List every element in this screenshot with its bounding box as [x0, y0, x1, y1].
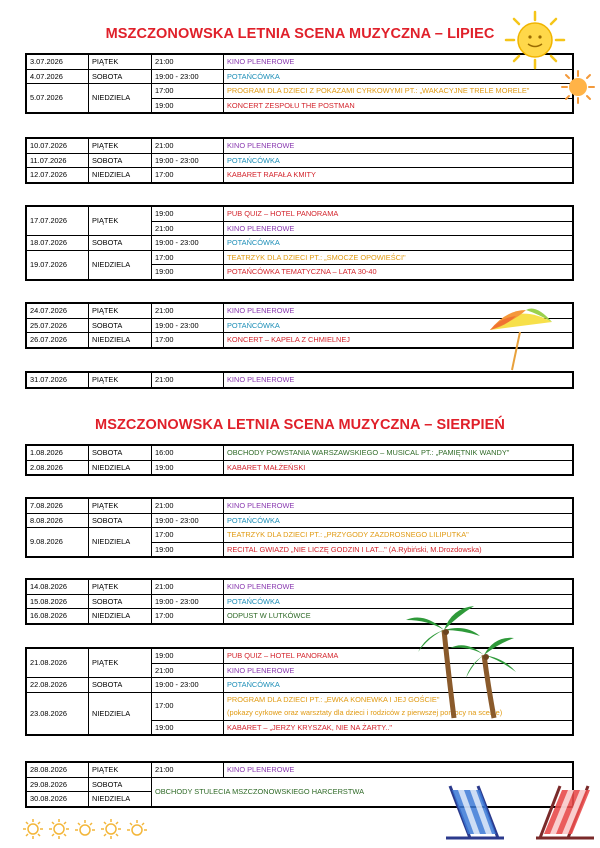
deck-chairs-icon — [440, 776, 600, 848]
time-cell: 21:00 — [152, 138, 224, 153]
small-sun-icon — [560, 70, 596, 104]
event-cell — [224, 221, 574, 236]
event-name: OBCHODY STULECIA MSZCZONOWSKIEGO HARCERSTWA — [155, 786, 365, 796]
event-name: POTAŃCÓWKA TEMATYCZNA – LATA 30-40 — [227, 267, 377, 277]
date-cell: 14.08.2026 — [26, 579, 89, 594]
table-row — [26, 445, 573, 460]
table-row — [26, 206, 573, 221]
table-row — [26, 69, 573, 84]
event-name: ODPUST W LUTKÓWCE — [227, 611, 311, 621]
date-cell: 31.07.2026 — [26, 372, 89, 388]
time-cell: 19:00 — [152, 206, 224, 221]
time-cell: 17:00 — [152, 250, 224, 265]
date-cell: 23.08.2026 — [26, 692, 89, 735]
day-cell: SOBOTA — [89, 594, 152, 609]
schedule-table-august-2 — [25, 497, 574, 558]
event-cell — [224, 498, 574, 513]
event-name: PROGRAM DLA DZIECI Z POKAZAMI CYRKOWYMI PT.: „WAKACYJNE TRELE MORELE" — [227, 86, 530, 96]
event-name: POTAŃCÓWKA — [227, 71, 280, 81]
time-cell: 19:00 - 23:00 — [152, 236, 224, 251]
event-name: PUB QUIZ – HOTEL PANORAMA — [227, 208, 339, 218]
time-cell: 21:00 — [152, 579, 224, 594]
day-cell: SOBOTA — [89, 236, 152, 251]
day-cell: SOBOTA — [89, 678, 152, 693]
event-cell — [224, 372, 574, 388]
event-name: KABARET MAŁŻEŃSKI — [227, 462, 306, 472]
event-cell — [224, 542, 574, 557]
date-cell: 18.07.2026 — [26, 236, 89, 251]
event-cell — [224, 138, 574, 153]
day-cell: SOBOTA — [89, 445, 152, 460]
event-name: KINO PLENEROWE — [227, 374, 295, 384]
event-name: POTAŃCÓWKA — [227, 515, 280, 525]
event-cell — [224, 528, 574, 543]
table-row — [26, 579, 573, 594]
event-name: POTAŃCÓWKA — [227, 155, 280, 165]
table-row — [26, 250, 573, 265]
event-name: POTAŃCÓWKA — [227, 680, 280, 690]
day-cell: NIEDZIELA — [89, 609, 152, 624]
time-cell: 19:00 — [152, 265, 224, 280]
event-name: KINO PLENEROWE — [227, 305, 295, 315]
event-cell — [224, 206, 574, 221]
table-row — [26, 236, 573, 251]
event-cell — [224, 236, 574, 251]
event-name: RECITAL GWIAZD „NIE LICZĘ GODZIN I LAT..." (A.Rybiński, M.Drozdowska) — [227, 544, 482, 554]
table-row — [26, 498, 573, 513]
schedule-table-july-5 — [25, 371, 574, 389]
day-cell: PIĄTEK — [89, 579, 152, 594]
time-cell: 17:00 — [152, 84, 224, 99]
time-cell: 21:00 — [152, 762, 224, 777]
event-cell — [224, 98, 574, 113]
time-cell: 17:00 — [152, 528, 224, 543]
event-name: KINO PLENEROWE — [227, 764, 295, 774]
date-cell: 30.08.2026 — [26, 792, 89, 807]
time-cell: 17:00 — [152, 609, 224, 624]
event-name: KINO PLENEROWE — [227, 500, 295, 510]
schedule-table-july-3 — [25, 205, 574, 281]
sun-icon — [500, 10, 570, 70]
time-cell: 17:00 — [152, 333, 224, 348]
time-cell: 17:00 — [152, 692, 224, 720]
day-cell: PIĄTEK — [89, 648, 152, 678]
time-cell: 19:00 — [152, 460, 224, 475]
sun-pattern-icons — [22, 818, 172, 840]
table-row — [26, 54, 573, 69]
event-name: PROGRAM DLA DZIECI PT.: „EWKA KONEWKA I JEJ GOŚCIE" — [227, 695, 440, 705]
day-cell: NIEDZIELA — [89, 168, 152, 183]
day-cell: SOBOTA — [89, 69, 152, 84]
table-row — [26, 153, 573, 168]
table-row — [26, 762, 573, 777]
event-cell — [224, 250, 574, 265]
time-cell: 19:00 - 23:00 — [152, 318, 224, 333]
event-name: TEATRZYK DLA DZIECI PT.: „PRZYGODY ZAZDROSNEGO LILIPUTKA" — [227, 530, 469, 540]
schedule-table-july-2 — [25, 137, 574, 184]
date-cell: 16.08.2026 — [26, 609, 89, 624]
date-cell: 12.07.2026 — [26, 168, 89, 183]
date-cell: 5.07.2026 — [26, 84, 89, 114]
day-cell: NIEDZIELA — [89, 460, 152, 475]
event-cell — [224, 153, 574, 168]
event-name: PUB QUIZ – HOTEL PANORAMA — [227, 650, 339, 660]
day-cell: NIEDZIELA — [89, 792, 152, 807]
time-cell: 19:00 — [152, 720, 224, 735]
day-cell: NIEDZIELA — [89, 84, 152, 114]
time-cell: 19:00 — [152, 648, 224, 663]
event-name: KINO PLENEROWE — [227, 581, 295, 591]
time-cell: 16:00 — [152, 445, 224, 460]
event-cell — [224, 69, 574, 84]
day-cell: NIEDZIELA — [89, 333, 152, 348]
event-cell — [224, 762, 574, 777]
event-cell — [224, 720, 574, 735]
date-cell: 2.08.2026 — [26, 460, 89, 475]
day-cell: SOBOTA — [89, 513, 152, 528]
table-row — [26, 528, 573, 543]
day-cell: PIĄTEK — [89, 206, 152, 236]
event-cell — [224, 84, 574, 99]
time-cell: 19:00 - 23:00 — [152, 69, 224, 84]
page-title-july: MSZCZONOWSKA LETNIA SCENA MUZYCZNA – LIPIEC — [105, 26, 495, 42]
time-cell: 19:00 - 23:00 — [152, 153, 224, 168]
event-note: (pokazy cyrkowe oraz warsztaty dla dzieci i rodziców z pierwszej pomocy na scenie) — [227, 708, 503, 718]
time-cell: 17:00 — [152, 168, 224, 183]
time-cell: 21:00 — [152, 372, 224, 388]
event-name: POTAŃCÓWKA — [227, 320, 280, 330]
day-cell: NIEDZIELA — [89, 692, 152, 735]
event-name: KABARET RAFAŁA KMITY — [227, 170, 316, 180]
day-cell: NIEDZIELA — [89, 528, 152, 558]
day-cell: PIĄTEK — [89, 498, 152, 513]
event-name: KINO PLENEROWE — [227, 56, 295, 66]
table-row — [26, 372, 573, 388]
date-cell: 19.07.2026 — [26, 250, 89, 280]
event-cell — [224, 265, 574, 280]
page-title-august: MSZCZONOWSKA LETNIA SCENA MUZYCZNA – SIERPIEŃ — [95, 417, 505, 433]
event-cell — [224, 513, 574, 528]
event-name: OBCHODY POWSTANIA WARSZAWSKIEGO – MUSICAL PT.: „PAMIĘTNIK WANDY" — [227, 447, 510, 457]
time-cell: 21:00 — [152, 54, 224, 69]
event-name: KINO PLENEROWE — [227, 665, 295, 675]
event-cell — [224, 579, 574, 594]
event-name: KINO PLENEROWE — [227, 223, 295, 233]
day-cell: PIĄTEK — [89, 762, 152, 777]
event-cell — [224, 445, 574, 460]
table-row — [26, 138, 573, 153]
event-name: POTAŃCÓWKA — [227, 596, 280, 606]
time-cell: 21:00 — [152, 663, 224, 678]
time-cell: 21:00 — [152, 303, 224, 318]
event-name: KABARET – „JERZY KRYSZAK, NIE NA ŻARTY.." — [227, 722, 392, 732]
date-cell: 28.08.2026 — [26, 762, 89, 777]
beach-umbrella-icon — [486, 300, 558, 372]
event-name: TEATRZYK DLA DZIECI PT.: „SMOCZE OPOWIEŚCI" — [227, 252, 406, 262]
date-cell: 21.08.2026 — [26, 648, 89, 678]
day-cell: NIEDZIELA — [89, 250, 152, 280]
day-cell: PIĄTEK — [89, 138, 152, 153]
date-cell: 11.07.2026 — [26, 153, 89, 168]
time-cell: 21:00 — [152, 498, 224, 513]
date-cell: 8.08.2026 — [26, 513, 89, 528]
date-cell: 29.08.2026 — [26, 777, 89, 792]
event-name: KINO PLENEROWE — [227, 140, 295, 150]
date-cell: 10.07.2026 — [26, 138, 89, 153]
table-row — [26, 84, 573, 99]
time-cell: 19:00 — [152, 542, 224, 557]
event-name: POTAŃCÓWKA — [227, 238, 280, 248]
day-cell: SOBOTA — [89, 777, 152, 792]
date-cell: 17.07.2026 — [26, 206, 89, 236]
day-cell: SOBOTA — [89, 318, 152, 333]
event-name: KONCERT – KAPELA Z CHMIELNEJ — [227, 335, 350, 345]
time-cell: 19:00 — [152, 98, 224, 113]
date-cell: 7.08.2026 — [26, 498, 89, 513]
date-cell: 25.07.2026 — [26, 318, 89, 333]
day-cell: PIĄTEK — [89, 54, 152, 69]
time-cell: 19:00 - 23:00 — [152, 678, 224, 693]
time-cell: 19:00 - 23:00 — [152, 594, 224, 609]
event-cell — [224, 460, 574, 475]
event-name: KONCERT ZESPOŁU THE POSTMAN — [227, 100, 355, 110]
date-cell: 15.08.2026 — [26, 594, 89, 609]
table-row — [26, 513, 573, 528]
day-cell: SOBOTA — [89, 153, 152, 168]
event-cell — [224, 168, 574, 183]
date-cell: 1.08.2026 — [26, 445, 89, 460]
date-cell: 3.07.2026 — [26, 54, 89, 69]
time-cell: 21:00 — [152, 221, 224, 236]
table-row — [26, 460, 573, 475]
day-cell: PIĄTEK — [89, 303, 152, 318]
date-cell: 26.07.2026 — [26, 333, 89, 348]
schedule-table-july-1 — [25, 53, 574, 114]
palm-trees-icon — [404, 600, 524, 720]
schedule-table-august-1 — [25, 444, 574, 476]
time-cell: 19:00 - 23:00 — [152, 513, 224, 528]
date-cell: 22.08.2026 — [26, 678, 89, 693]
table-row — [26, 168, 573, 183]
date-cell: 24.07.2026 — [26, 303, 89, 318]
date-cell: 9.08.2026 — [26, 528, 89, 558]
date-cell: 4.07.2026 — [26, 69, 89, 84]
day-cell: PIĄTEK — [89, 372, 152, 388]
